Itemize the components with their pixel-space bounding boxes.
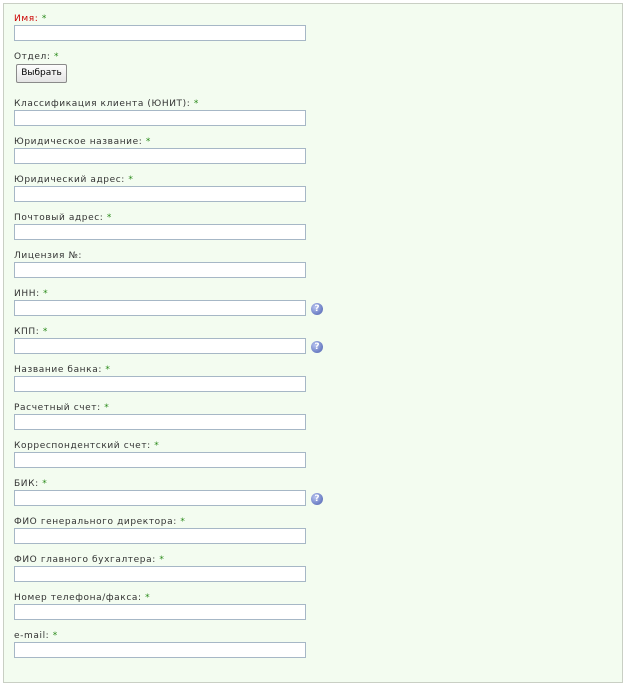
field-chief-accountant-name <box>14 554 164 566</box>
select-department-button[interactable]: Выбрать <box>16 64 67 83</box>
chief-accountant-name-input[interactable] <box>14 566 306 582</box>
field-phone-fax <box>14 592 150 604</box>
inn-input[interactable] <box>14 300 306 316</box>
correspondent-account-label: Корреспондентский счет: * <box>14 441 160 451</box>
email-input[interactable] <box>14 642 306 658</box>
required-mark: * <box>128 175 134 185</box>
required-mark: * <box>41 14 47 24</box>
settlement-account-input[interactable] <box>14 414 306 430</box>
field-name <box>14 13 47 25</box>
field-email <box>14 630 58 642</box>
phone-fax-input[interactable] <box>14 604 306 620</box>
client-classification-input[interactable] <box>14 110 306 126</box>
required-mark: * <box>104 403 110 413</box>
settlement-account-label: Расчетный счет: * <box>14 403 110 413</box>
correspondent-account-input[interactable] <box>14 452 306 468</box>
required-mark: * <box>154 441 160 451</box>
required-mark: * <box>105 365 111 375</box>
required-mark: * <box>145 593 151 603</box>
postal-address-label: Почтовый адрес: * <box>14 213 113 223</box>
email-label: e-mail: * <box>14 631 58 641</box>
ceo-name-label: ФИО генерального директора: * <box>14 517 186 527</box>
license-number-input[interactable] <box>14 262 306 278</box>
bik-label: БИК: * <box>14 479 48 489</box>
legal-address-input[interactable] <box>14 186 306 202</box>
bik-input[interactable] <box>14 490 306 506</box>
field-department <box>14 51 62 78</box>
bank-name-label: Название банка: * <box>14 365 111 375</box>
field-correspondent-account <box>14 440 159 452</box>
inn-label: ИНН: * <box>14 289 49 299</box>
help-icon[interactable]: ? <box>311 493 323 505</box>
required-mark: * <box>53 52 60 62</box>
field-bank-name <box>14 364 111 376</box>
field-legal-address <box>14 174 134 186</box>
name-input[interactable] <box>14 25 306 41</box>
required-mark: * <box>180 517 186 527</box>
required-mark: * <box>43 289 49 299</box>
required-mark: * <box>52 631 58 641</box>
chief-accountant-name-label: ФИО главного бухгалтера: * <box>14 555 165 565</box>
required-mark: * <box>42 327 48 337</box>
phone-fax-label: Номер телефона/факса: * <box>14 593 151 603</box>
kpp-label: КПП: * <box>14 327 48 337</box>
help-icon[interactable]: ? <box>311 341 323 353</box>
department-label: Отдел: * <box>14 52 60 62</box>
required-mark: * <box>159 555 165 565</box>
field-kpp <box>14 326 320 352</box>
postal-address-input[interactable] <box>14 224 306 240</box>
form-panel <box>3 3 623 683</box>
field-inn <box>14 288 320 314</box>
legal-address-label: Юридический адрес: * <box>14 175 134 185</box>
required-mark: * <box>42 479 48 489</box>
ceo-name-input[interactable] <box>14 528 306 544</box>
client-classification-label: Классификация клиента (ЮНИТ): * <box>14 99 199 109</box>
field-postal-address <box>14 212 112 224</box>
field-bik <box>14 478 320 504</box>
legal-name-input[interactable] <box>14 148 306 164</box>
required-mark: * <box>106 213 113 223</box>
field-settlement-account <box>14 402 109 414</box>
license-number-label: Лицензия №: <box>14 251 83 261</box>
kpp-input[interactable] <box>14 338 306 354</box>
required-mark: * <box>193 99 199 109</box>
required-mark: * <box>145 137 151 147</box>
legal-name-label: Юридическое название: * <box>14 137 151 147</box>
field-ceo-name <box>14 516 185 528</box>
field-legal-name <box>14 136 151 148</box>
name-label: Имя: * <box>14 14 47 24</box>
help-icon[interactable]: ? <box>311 303 323 315</box>
field-client-classification <box>14 98 199 110</box>
field-license-number <box>14 250 82 262</box>
bank-name-input[interactable] <box>14 376 306 392</box>
